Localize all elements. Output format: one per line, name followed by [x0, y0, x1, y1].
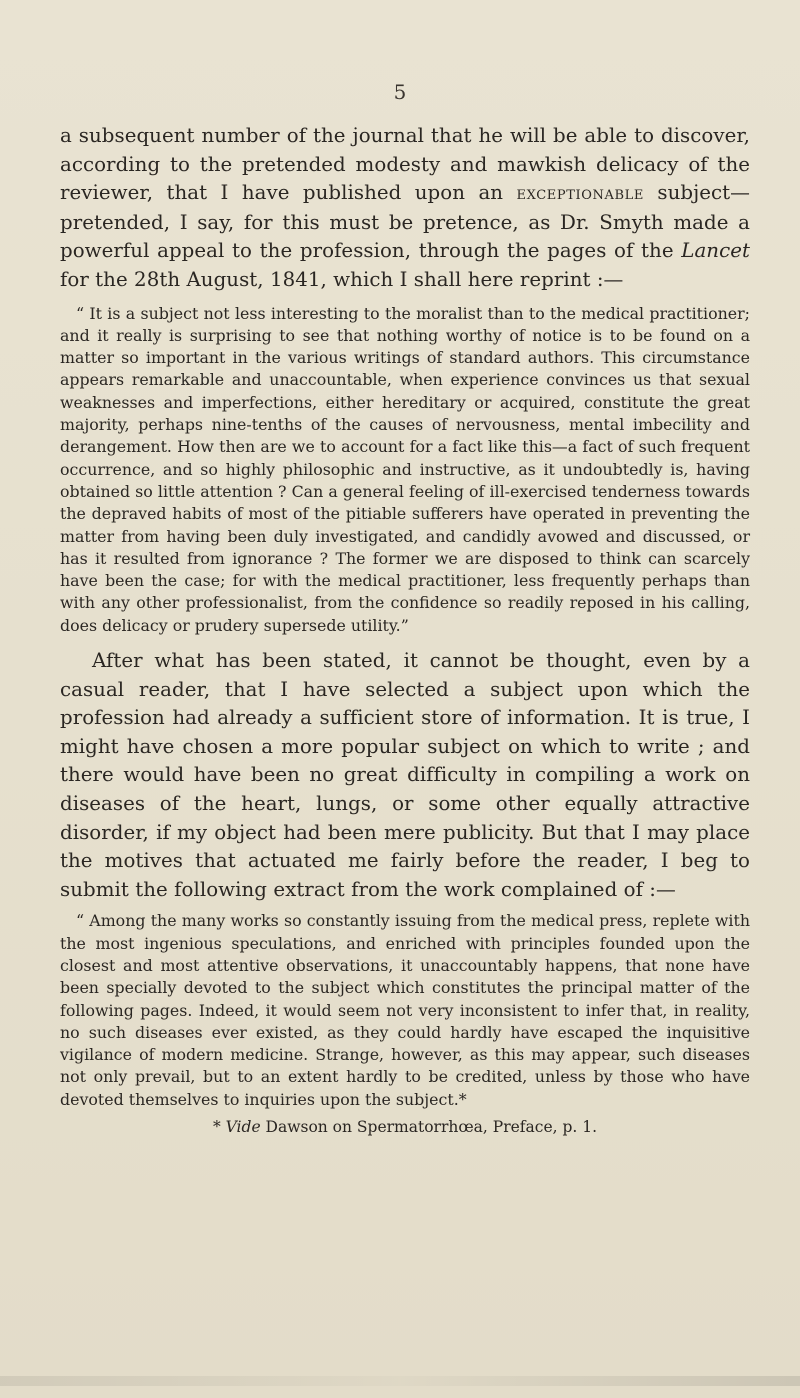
page-text — [60, 122, 750, 1137]
page-bottom-edge — [0, 1376, 800, 1386]
journal-title: Lancet — [681, 239, 750, 263]
footnote-mark: * — [212, 1118, 226, 1137]
footnote — [60, 1117, 750, 1137]
paragraph-after-quote: After what has been stated, it cannot be thought, even by a casual reader, that I have selected a subject upon which the profession had already a sufficient store of information. It is true, I might have chosen a more popular subject on which to write ; and there would have been no great difficulty in compiling a work on diseases of the heart, lungs, or some other equally attractive disorder, if my object had been mere publicity. But that I may place the motives that actuated me fairly before the reader, I beg to submit the following extract from the work complained of :— — [60, 649, 750, 901]
footnote-text: Dawson on Spermatorrhœa, Preface, p. 1. — [260, 1118, 598, 1137]
small-caps-word: exceptionable — [516, 183, 644, 205]
paragraph-opening-part-b: subject— pretended, I say, for this must be pretence, as Dr. Smyth made a powerful appeal to the profession, through the pages of the — [60, 181, 750, 263]
quotation-extract: “ Among the many works so constantly issuing from the medical press, replete with the most ingenious speculations, and enriched with principles founded upon the closest and most attentive observations, it unaccountably happens, that none have been specially devoted to the subject which constitutes the principal matter of the following pages. Indeed, it would seem not very inconsistent to infer that, in reality, no such diseases ever existed, as they could hardly have escaped the inquisitive vigilance of modern medicine. Strange, however, as this may appear, such diseases not only prevail, but to an extent hardly to be credited, unless by those who have devoted themselves to inquiries upon the subject.* — [60, 911, 750, 1109]
quotation-smyth: “ It is a subject not less interesting to the moralist than to the medical practitioner; and it really is surprising to see that nothing worthy of notice is to be found on a matter so important in the various writings of standard authors. This circumstance appears remarkable and unaccountable, when experience convinces us that sexual weaknesses and imperfections, either hereditary or acquired, constitute the great majority, perhaps nine-tenths of the causes of nervousness, mental imbecility and derangement. How then are we to account for a fact like this—a fact of such frequent occurrence, and so highly philosophic and instructive, as it undoubtedly is, having obtained so little attention ? Can a general feeling of ill-exercised tenderness towards the depraved habits of most of the pitiable sufferers have operated in preventing the matter from having been duly investigated, and candidly avowed and discussed, or has it resulted from ignorance ? The former we are disposed to think can scarcely have been the case; for with the medical practitioner, less frequently perhaps than with any other professionalist, from the confidence so readily reposed in his calling, does delicacy or prudery supersede utility.” — [60, 303, 750, 635]
page-number: 5 — [393, 80, 407, 104]
footnote-vide: Vide — [225, 1118, 261, 1137]
paragraph-opening-part-c: for the 28th August, 1841, which I shall here reprint :— — [60, 267, 624, 291]
paragraph-opening-part-a: a subsequent number of the journal that he will be able to discover, according to the pretended modesty and mawkish delicacy of the reviewer, that I have published upon an — [60, 124, 750, 205]
paragraph-opening — [60, 122, 750, 295]
